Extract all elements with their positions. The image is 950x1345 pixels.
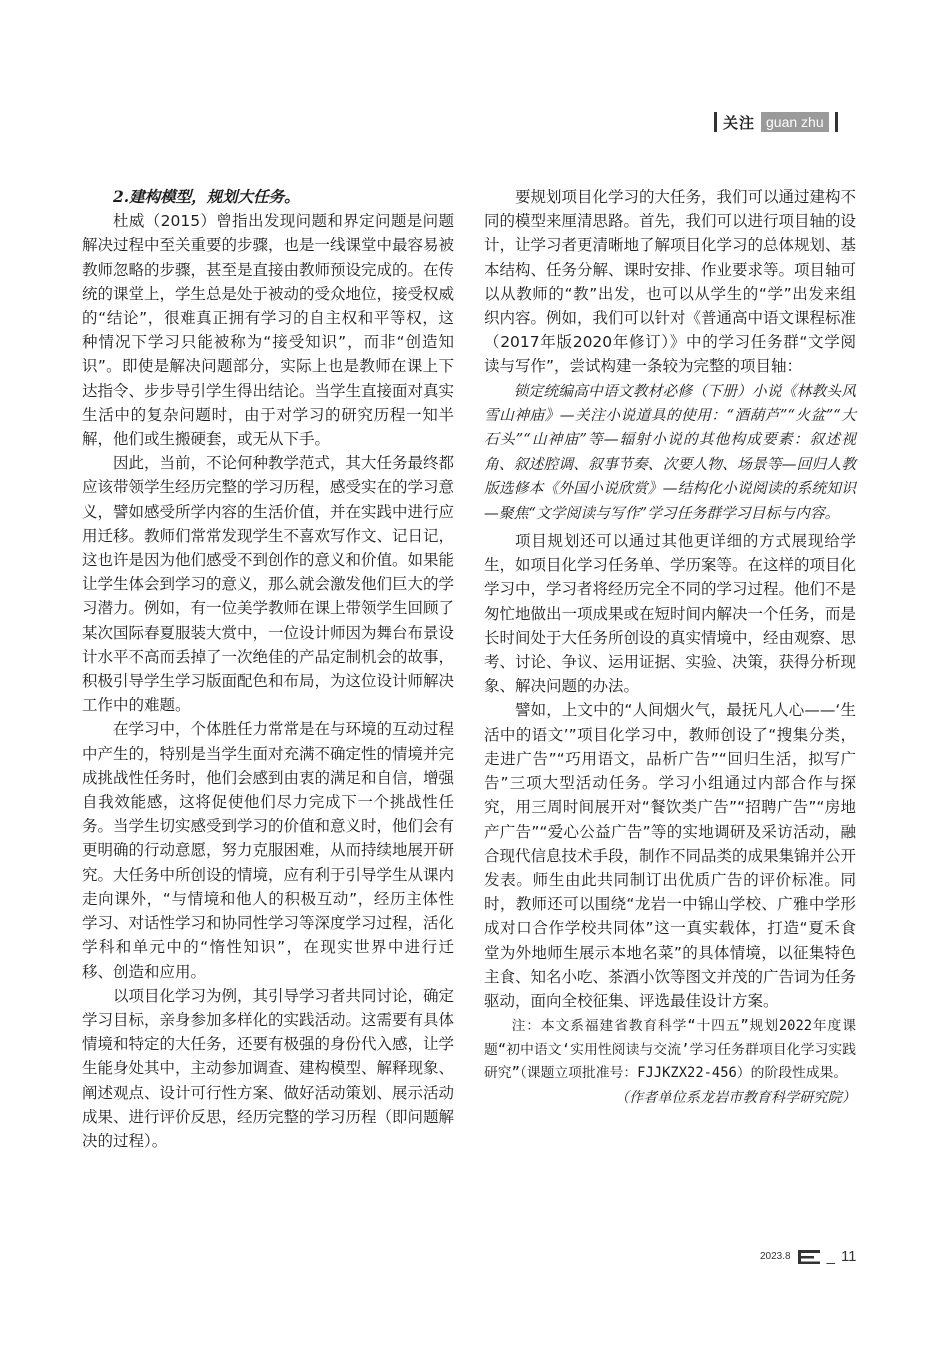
author-affiliation: （作者单位系龙岩市教育科学研究院） [614,1089,856,1106]
paragraph: 因此，当前，不论何种教学范式，其大任务最终都应该带领学生经历完整的学习历程，感受实在的学习意义，譬如感受所学内容的生活价值，并在实践中进行应用迁移。教师们常常发现学生不喜欢写作文、记日记，这也许是因为他们感受不到创作的意义和价值。如果能让学生体会到学习的意义，那么就会激发他们巨大的学习潜力。例如，有一位美学教师在课上带领学生回顾了某次国际春夏服装大赏中，一位设计师因为舞台布景设计水平不高而丢掉了一次绝佳的产品定制机会的故事，积极引导学生学习版面配色和布局，为这位设计师解决工作中的难题。 [82,454,455,715]
magazine-logo-icon [797,1249,821,1265]
paragraph: 以项目化学习为例，其引导学习者共同讨论，确定学习目标，亲身参加多样化的实践活动。这需要有具体情境和特定的大任务，还要有极强的身份代入感，让学生能身处其中，主动参加调查、建构模型、解释现象、阐述观点、设计可行性方案、做好活动策划、展示活动成果、进行评价反思，经历完整的学习历程（即问题解决的过程）。 [82,986,455,1150]
footer-separator: _ [826,1248,835,1265]
header-right-bar [835,112,838,132]
right-column [484,185,856,1110]
section-pinyin: guan zhu [761,112,829,132]
footnote: 注：本文系福建省教育科学“十四五”规划2022年度课题“初中语文‘实用性阅读与交流’学习任务群项目化学习实践研究”（课题立项批准号：FJJKZX22-456）的阶段性成果。 [484,1018,856,1082]
issue-date: 2023.8 [760,1251,791,1262]
section-header [714,111,838,133]
section-title: 关注 [723,113,756,132]
project-axis-quote: 锁定统编高中语文教材必修（下册）小说《林教头风雪山神庙》—关注小说道具的使用：“酒葫芦”“火盆”“大石头”“山神庙”等—辐射小说的其他构成要素：叙述视角、叙述腔调、叙事节奏、次要人物、场景等—回归人教版选修本《外国小说欣赏》—结构化小说阅读的系统知识—聚焦“文学阅读与写作”学习任务群学习目标与内容。 [484,382,856,522]
paragraph: 杜威（2015）曾指出发现问题和界定问题是问题解决过程中至关重要的步骤，也是一线课堂中最容易被教师忽略的步骤，甚至是直接由教师预设完成的。在传统的课堂上，学生总是处于被动的受众地位，接受权威的“结论”，很难真正拥有学习的自主权和平等权，这种情况下学习只能被称为“接受知识”，而非“创造知识”。即使是解决问题部分，实际上也是教师在课上下达指令、步步导引学生得出结论。当学生直接面对真实生活中的复杂问题时，由于对学习的研究历程一知半解，他们或生搬硬套，或无从下手。 [82,212,455,449]
paragraph: 在学习中，个体胜任力常常是在与环境的互动过程中产生的，特别是当学生面对充满不确定性的情境并完成挑战性任务时，他们会感到由衷的满足和自信，增强自我效能感，这将促使他们尽力完成下一个挑战性任务。当学生切实感受到学习的价值和意义时，他们会有更明确的行动意愿，努力克服困难，从而持续地展开研究。大任务中所创设的情境，应有利于引导学生从课内走向课外，“与情境和他人的积极互动”，经历主体性学习、对话性学习和协同性学习等深度学习过程，活化学科和单元中的“惰性知识”，在现实世界中进行迁移、创造和应用。 [82,720,455,981]
header-left-bar [714,112,717,132]
section-heading: 2.建构模型，规划大任务。 [113,187,300,206]
paragraph: 项目规划还可以通过其他更详细的方式展现给学生，如项目化学习任务单、学历案等。在这样的项目化学习中，学习者将经历完全不同的学习过程。他们不是匆忙地做出一项成果或在短时间内解决一个任务，而是长时间处于大任务所创设的真实情境中，经由观察、思考、讨论、争议、运用证据、实验、决策，获得分析现象、解决问题的办法。 [484,532,857,696]
left-column [82,185,454,1153]
paragraph: 要规划项目化学习的大任务，我们可以通过建构不同的模型来厘清思路。首先，我们可以进行项目轴的设计，让学习者更清晰地了解项目化学习的总体规划、基本结构、任务分解、课时安排、作业要求等。项目轴可以从教师的“教”出发，也可以从学生的“学”出发来组织内容。例如，我们可以针对《普通高中语文课程标准（2017年版2020年修订）》中的学习任务群“文学阅读与写作”，尝试构建一条较为完整的项目轴： [484,188,857,376]
paragraph: 譬如，上文中的“人间烟火气，最抚凡人心——‘生活中的语文’”项目化学习中，教师创设了“搜集分类，走进广告”“巧用语文，品析广告”“回归生活，拟写广告”三项大型活动任务。学习小组通过内部合作与探究，用三周时间展开对“餐饮类广告”“招聘广告”“房地产广告”“爱心公益广告”等的实地调研及采访活动，融合现代信息技术手段，制作不同品类的成果集锦并公开发表。师生由此共同制订出优质广告的评价标准。同时，教师还可以围绕“龙岩一中锦山学校、广雅中学形成对口合作学校共同体”这一真实载体，打造“夏禾食堂为外地师生展示本地名菜”的具体情境，以征集特色主食、知名小吃、茶酒小饮等图文并茂的广告词为任务驱动，面向全校征集、评选最佳设计方案。 [484,701,857,1010]
page-number: 11 [840,1248,857,1265]
page-footer [760,1248,857,1265]
